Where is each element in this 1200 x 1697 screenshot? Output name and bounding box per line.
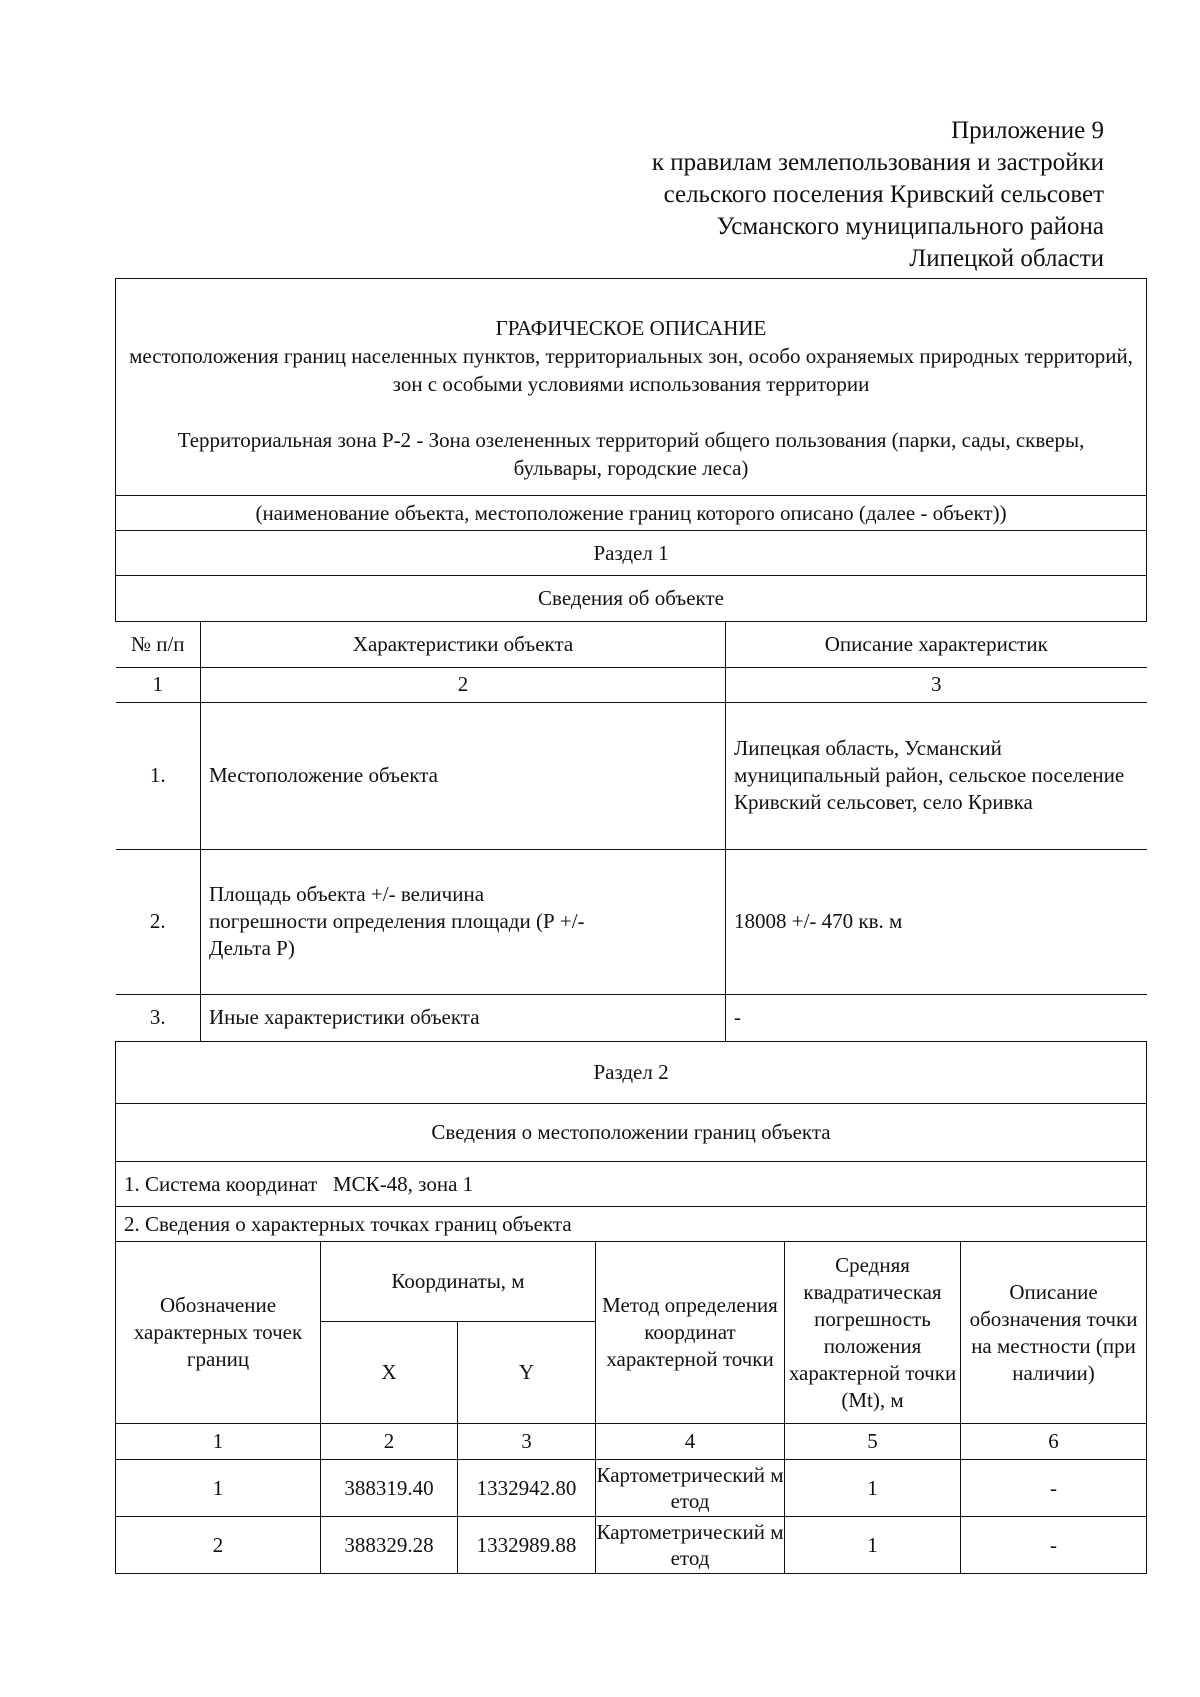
col-number: 1 [116,1424,321,1460]
point-x: 388319.40 [321,1460,458,1517]
document-subtitle: местоположения границ населенных пунктов, территориальных зон, особо охраняемых природных территорий, зон с особыми условиями использования территории [129,344,1133,396]
location-value: Липецкая область, Усманский муниципальный район, сельское поселение Кривский сельсовет, село Кривка [726,702,1147,849]
point-method: Картометрический метод [596,1460,785,1517]
point-id: 1 [116,1460,321,1517]
area-value: 18008 +/- 470 кв. м [726,849,1147,994]
table-row [116,1460,1147,1517]
section2-title: Раздел 2 [116,1042,1147,1104]
col-number: 2 [321,1424,458,1460]
col-number: 5 [785,1424,961,1460]
document-header [652,115,1104,275]
col-header-x: X [321,1322,458,1424]
col-number: 4 [596,1424,785,1460]
col-number: 1 [116,667,201,702]
appendix-number: Приложение 9 [951,117,1104,144]
characteristic-location: Местоположение объекта [201,702,726,849]
col-header-error: Средняя квадратическая погрешность положения характерной точки (Mt), м [785,1242,961,1424]
appendix-ref-line: Липецкой области [909,245,1104,272]
col-number: 3 [458,1424,596,1460]
characteristic-area: Площадь объекта +/- величина погрешности определения площади (Р +/- Дельта Р) [201,849,726,994]
coordinate-system: 1. Система координат МСК-48, зона 1 [116,1162,1147,1207]
title-block [116,279,1147,496]
col-number: 6 [961,1424,1147,1460]
appendix-ref-line: сельского поселения Кривский сельсовет [663,181,1104,208]
section1-subtitle: Сведения об объекте [116,576,1147,622]
section1-title: Раздел 1 [116,531,1147,576]
point-mt: 1 [785,1517,961,1574]
col-header-description: Описание характеристик [726,622,1147,667]
col-number: 2 [201,667,726,702]
col-header-num: № п/п [116,622,201,667]
row-number: 1. [116,702,201,849]
point-method: Картометрический метод [596,1517,785,1574]
point-mt: 1 [785,1460,961,1517]
point-x: 388329.28 [321,1517,458,1574]
row-number: 3. [116,994,201,1041]
point-description: - [961,1460,1147,1517]
points-caption: 2. Сведения о характерных точках границ объекта [116,1207,1147,1242]
other-value: - [726,994,1147,1041]
object-caption: (наименование объекта, местоположение границ которого описано (далее - объект)) [116,496,1147,531]
point-y: 1332942.80 [458,1460,596,1517]
row-number: 2. [116,849,201,994]
col-number: 3 [726,667,1147,702]
col-header-point-description: Описание обозначения точки на местности (при наличии) [961,1242,1147,1424]
table-row [116,1517,1147,1574]
section2-subtitle: Сведения о местоположении границ объекта [116,1104,1147,1162]
col-header-designation: Обозначение характерных точек границ [116,1242,321,1424]
point-y: 1332989.88 [458,1517,596,1574]
col-header-coordinates: Координаты, м [321,1242,596,1322]
zone-name: Территориальная зона Р-2 - Зона озелененных территорий общего пользования (парки, сады, скверы, бульвары, городские леса) [177,428,1085,480]
document-title: ГРАФИЧЕСКОЕ ОПИСАНИЕ [495,316,767,340]
point-id: 2 [116,1517,321,1574]
col-header-method: Метод определения координат характерной точки [596,1242,785,1424]
section1-header-grid [116,622,1147,1041]
point-description: - [961,1517,1147,1574]
graphic-description-table [115,278,1147,1574]
appendix-ref-line: Усманского муниципального района [716,213,1104,240]
col-header-characteristic: Характеристики объекта [201,622,726,667]
characteristic-other: Иные характеристики объекта [201,994,726,1041]
appendix-ref-line: к правилам землепользования и застройки [651,149,1104,176]
col-header-y: Y [458,1322,596,1424]
